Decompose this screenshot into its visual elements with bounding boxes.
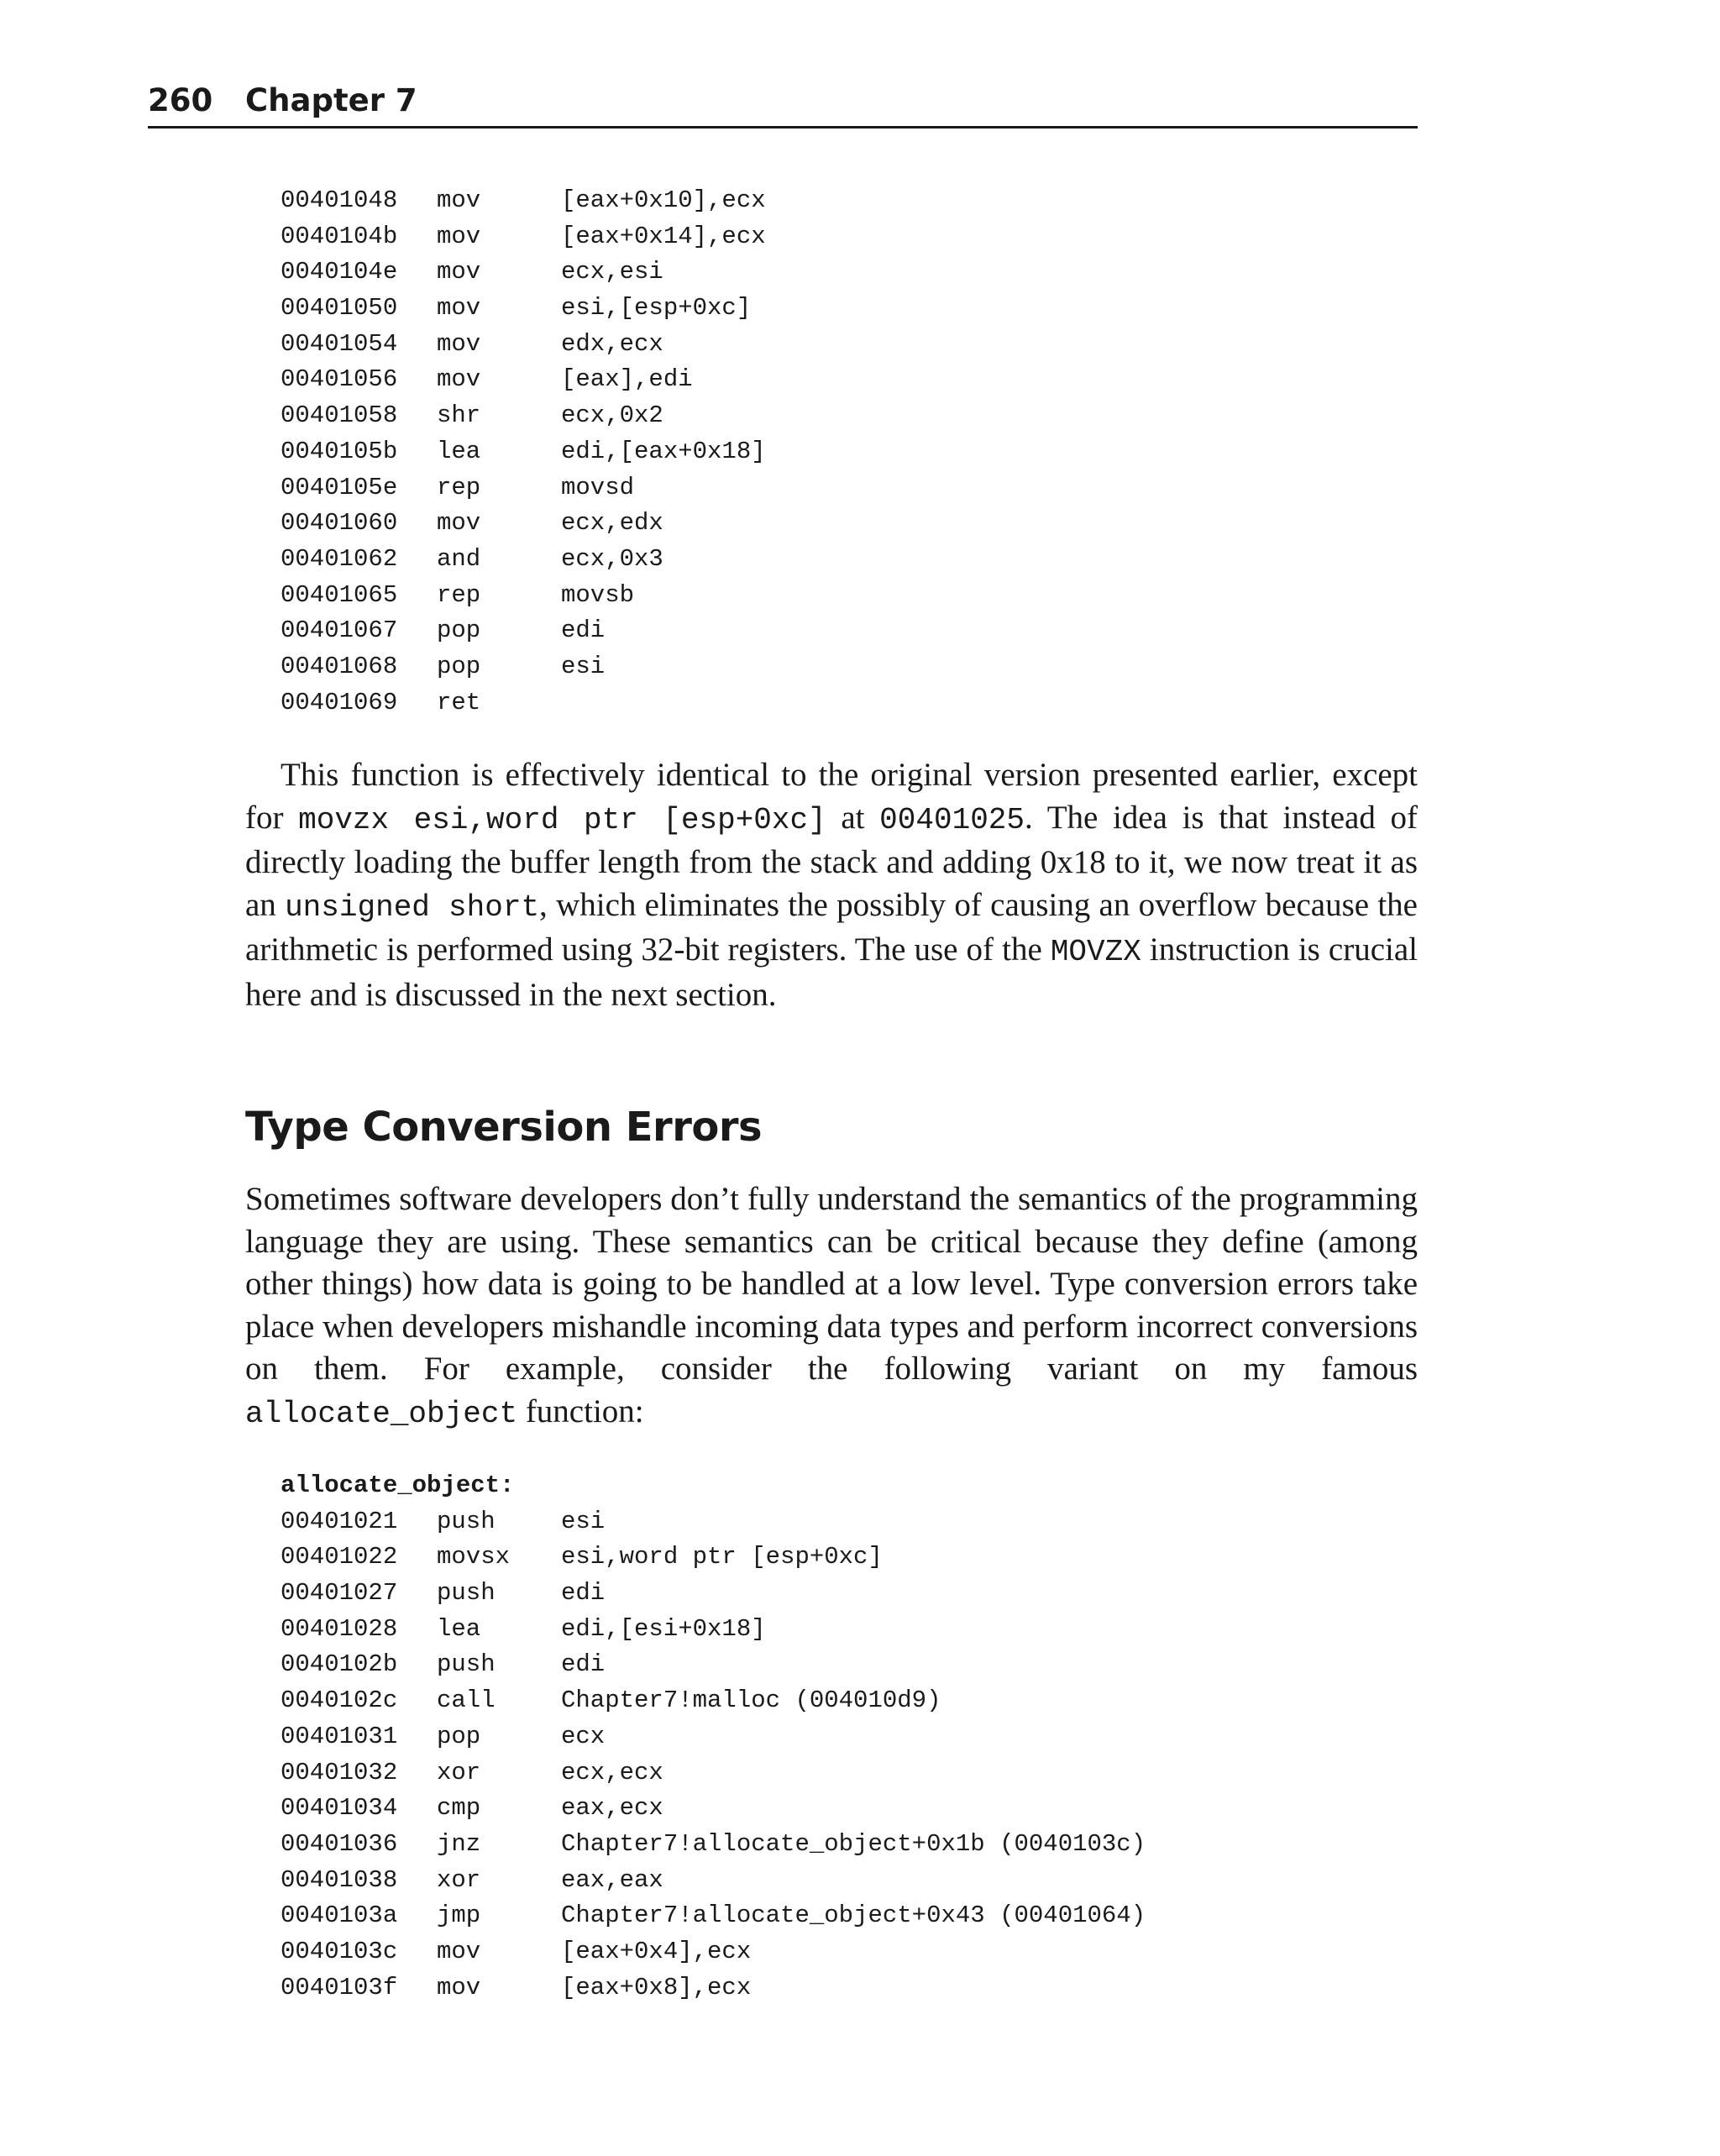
inline-code: MOVZX [1050, 935, 1141, 969]
code-operands: [eax+0x14],ecx [561, 222, 766, 250]
code-line [281, 1791, 663, 1827]
paragraph-text: at [826, 799, 880, 836]
code-opcode: xor [437, 1758, 481, 1786]
code-opcode: mov [437, 365, 481, 394]
section-heading: Type Conversion Errors [245, 1104, 763, 1151]
code-opcode: pop [437, 1722, 481, 1750]
code-label: allocate_object: [281, 1471, 515, 1499]
paragraph-text: instruction is crucial here and is discussed in the next section. [245, 931, 1418, 1013]
paragraph-text: , which eliminates the possibly of causing an overflow because the arithmetic is performed using 32-bit registers. The use of the [245, 886, 1418, 968]
code-opcode: jmp [437, 1902, 481, 1930]
code-operands: [eax+0x8],ecx [561, 1973, 752, 2001]
code-operands: edx,ecx [561, 329, 663, 358]
code-operands: ecx,0x3 [561, 544, 663, 573]
code-operands: movsb [561, 580, 635, 609]
code-address: 00401058 [281, 401, 398, 430]
code-line [281, 1898, 1146, 1934]
code-address: 00401036 [281, 1829, 398, 1858]
inline-code: allocate_object [245, 1396, 518, 1431]
code-opcode: pop [437, 616, 481, 645]
code-opcode: lea [437, 437, 481, 465]
code-operands: esi [561, 652, 606, 680]
code-address: 00401032 [281, 1758, 398, 1786]
code-address: 00401062 [281, 544, 398, 573]
code-opcode: mov [437, 329, 481, 358]
code-operands: eax,eax [561, 1865, 663, 1894]
code-address: 00401060 [281, 509, 398, 538]
code-opcode: movsx [437, 1543, 511, 1571]
code-opcode: push [437, 1507, 496, 1535]
code-line [281, 1827, 1146, 1863]
code-address: 0040105b [281, 437, 398, 465]
code-address: 0040104e [281, 258, 398, 286]
paragraph-text: . The idea is that instead of directly loading the buffer length from the stack and adding 0x18 to it, we now treat it as an [245, 799, 1418, 923]
code-opcode: mov [437, 294, 481, 323]
code-opcode: ret [437, 688, 481, 716]
code-line [281, 1647, 606, 1683]
code-address: 0040103a [281, 1902, 398, 1930]
chapter-label: Chapter 7 [245, 82, 417, 118]
paragraph-text: Sometimes software developers don’t fully understand the semantics of the programming language they are using. These semantics can be critical because they define (among other things) how data is going to be handled at a low level. Type conversion errors take place when developers mishandle incoming data types and perform incorrect conversions on them. For example, consider the following variant on my famous [245, 1181, 1418, 1387]
code-address: 00401067 [281, 616, 398, 645]
code-address: 00401022 [281, 1543, 398, 1571]
page-number: 260 [148, 82, 213, 118]
code-opcode: call [437, 1687, 496, 1715]
code-line [281, 1504, 606, 1540]
code-operands: edi,[eax+0x18] [561, 437, 766, 465]
code-operands: edi [561, 616, 606, 645]
code-operands: esi,[esp+0xc] [561, 294, 752, 323]
code-address: 00401021 [281, 1507, 398, 1535]
code-address: 0040104b [281, 222, 398, 250]
code-line [281, 1719, 606, 1755]
code-operands: ecx,ecx [561, 1758, 663, 1786]
code-address: 00401027 [281, 1579, 398, 1608]
code-opcode: mov [437, 1937, 481, 1965]
code-opcode: jnz [437, 1829, 481, 1858]
code-opcode: rep [437, 473, 481, 501]
code-address: 0040102c [281, 1687, 398, 1715]
code-opcode: push [437, 1650, 496, 1679]
code-operands: ecx,0x2 [561, 401, 663, 430]
code-operands: Chapter7!malloc (004010d9) [561, 1687, 941, 1715]
code-address: 00401031 [281, 1722, 398, 1750]
code-address: 00401065 [281, 580, 398, 609]
code-line [281, 1576, 606, 1612]
code-operands: ecx,edx [561, 509, 663, 538]
code-address: 00401048 [281, 186, 398, 214]
code-address: 00401068 [281, 652, 398, 680]
code-opcode: lea [437, 1614, 481, 1643]
code-opcode: mov [437, 509, 481, 538]
code-opcode: mov [437, 1973, 481, 2001]
code-operands: movsd [561, 473, 635, 501]
code-opcode: push [437, 1579, 496, 1608]
code-operands: ecx [561, 1722, 606, 1750]
code-operands: Chapter7!allocate_object+0x1b (0040103c) [561, 1829, 1146, 1858]
code-operands: edi [561, 1579, 606, 1608]
paragraph-text: function: [517, 1393, 644, 1429]
code-listing-bottom [281, 1468, 1146, 2006]
code-opcode: mov [437, 222, 481, 250]
code-opcode: cmp [437, 1794, 481, 1823]
code-opcode: rep [437, 580, 481, 609]
code-opcode: and [437, 544, 481, 573]
inline-code: 00401025 [879, 802, 1025, 837]
code-opcode: mov [437, 258, 481, 286]
code-operands: edi,[esi+0x18] [561, 1614, 766, 1643]
code-address: 00401056 [281, 365, 398, 394]
code-address: 00401028 [281, 1614, 398, 1643]
code-line [281, 1683, 941, 1719]
code-address: 0040103f [281, 1973, 398, 2001]
code-address: 00401038 [281, 1865, 398, 1894]
code-operands: ecx,esi [561, 258, 663, 286]
code-line [281, 1934, 752, 1970]
paragraph-text: This function is effectively identical to the original version presented earlier, except for [245, 757, 1418, 836]
code-address: 0040102b [281, 1650, 398, 1679]
code-address: 0040105e [281, 473, 398, 501]
code-opcode: pop [437, 652, 481, 680]
code-operands: [eax],edi [561, 365, 693, 394]
inline-code: movzx esi,word ptr [esp+0xc] [298, 802, 826, 837]
code-opcode: xor [437, 1865, 481, 1894]
code-opcode: mov [437, 186, 481, 214]
code-line [281, 1970, 752, 2006]
body-paragraph-2 [245, 1178, 1418, 1435]
code-operands: [eax+0x10],ecx [561, 186, 766, 214]
code-address: 00401054 [281, 329, 398, 358]
code-line [281, 1755, 663, 1791]
code-opcode: shr [437, 401, 481, 430]
code-address: 00401069 [281, 688, 398, 716]
code-line [281, 1540, 883, 1576]
inline-code: unsigned short [285, 889, 540, 925]
code-operands: edi [561, 1650, 606, 1679]
code-address: 00401034 [281, 1794, 398, 1823]
code-address: 00401050 [281, 294, 398, 323]
code-operands: Chapter7!allocate_object+0x43 (00401064) [561, 1902, 1146, 1930]
body-paragraph-1 [245, 754, 1418, 1016]
code-address: 0040103c [281, 1937, 398, 1965]
code-operands: esi [561, 1507, 606, 1535]
running-header [148, 81, 1418, 129]
code-line [281, 1863, 663, 1899]
code-operands: [eax+0x4],ecx [561, 1937, 752, 1965]
code-line [281, 1612, 766, 1648]
code-operands: eax,ecx [561, 1794, 663, 1823]
code-operands: esi,word ptr [esp+0xc] [561, 1543, 883, 1571]
